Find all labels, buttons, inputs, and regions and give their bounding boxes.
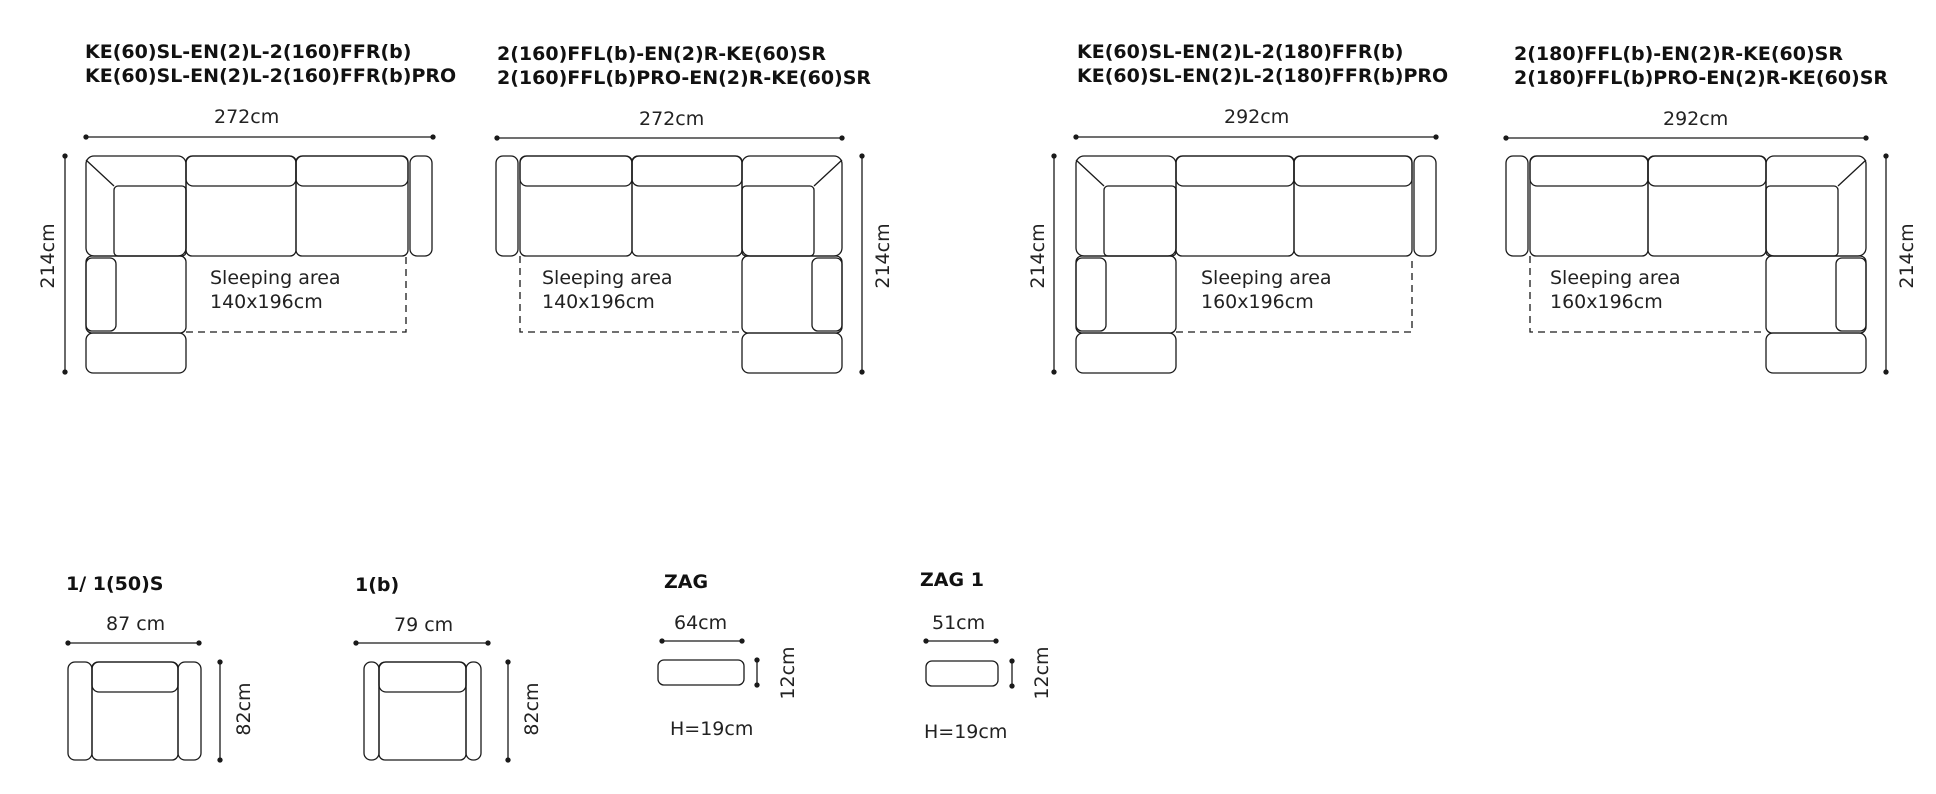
module-3-depth-label: 12cm xyxy=(777,646,799,700)
config-2-width-label: 272cm xyxy=(639,108,705,130)
config-1-depth-label: 214cm xyxy=(37,223,59,289)
config-1-drawing xyxy=(63,135,435,374)
module-2-width-label: 79 cm xyxy=(394,614,454,636)
config-2-title-2: 2(160)FFL(b)PRO-EN(2)R-KE(60)SR xyxy=(497,67,872,89)
config-4-sleep-label: Sleeping area xyxy=(1550,267,1681,289)
config-4-title-1: 2(180)FFL(b)-EN(2)R-KE(60)SR xyxy=(1514,43,1843,65)
config-1-width-label: 272cm xyxy=(214,106,280,128)
config-1-title-1: KE(60)SL-EN(2)L-2(160)FFR(b) xyxy=(85,41,412,63)
config-1-title-2: KE(60)SL-EN(2)L-2(160)FFR(b)PRO xyxy=(85,65,457,87)
module-2-title: 1(b) xyxy=(355,574,400,596)
module-3-title: ZAG xyxy=(664,571,709,593)
config-4-depth-label: 214cm xyxy=(1896,223,1918,289)
module-3-drawing xyxy=(658,639,759,687)
config-2-sleep-size: 140x196cm xyxy=(542,291,655,313)
config-1-sleep-label: Sleeping area xyxy=(210,267,341,289)
module-4-title: ZAG 1 xyxy=(920,569,984,591)
config-1-sleep-size: 140x196cm xyxy=(210,291,323,313)
config-3-sleep-label: Sleeping area xyxy=(1201,267,1332,289)
config-2-depth-label: 214cm xyxy=(872,223,894,289)
module-3-height-label: H=19cm xyxy=(670,718,754,740)
config-3-sleep-size: 160x196cm xyxy=(1201,291,1314,313)
module-4-depth-label: 12cm xyxy=(1031,646,1053,700)
config-3-title-2: KE(60)SL-EN(2)L-2(180)FFR(b)PRO xyxy=(1077,65,1449,87)
config-4-width-label: 292cm xyxy=(1663,108,1729,130)
config-4-sleep-size: 160x196cm xyxy=(1550,291,1663,313)
config-2-title-1: 2(160)FFL(b)-EN(2)R-KE(60)SR xyxy=(497,43,826,65)
config-2-drawing xyxy=(495,136,864,374)
module-3-width-label: 64cm xyxy=(674,612,728,634)
config-3-title-1: KE(60)SL-EN(2)L-2(180)FFR(b) xyxy=(1077,41,1404,63)
config-4-title-2: 2(180)FFL(b)PRO-EN(2)R-KE(60)SR xyxy=(1514,67,1889,89)
module-1-drawing xyxy=(66,641,222,762)
module-1-width-label: 87 cm xyxy=(106,613,166,635)
config-3-drawing xyxy=(1052,135,1438,374)
module-4-drawing xyxy=(924,639,1014,688)
config-4-drawing xyxy=(1504,136,1888,374)
config-3-depth-label: 214cm xyxy=(1027,223,1049,289)
module-1-depth-label: 82cm xyxy=(233,682,255,736)
module-1-title: 1/ 1(50)S xyxy=(66,573,164,595)
config-2-sleep-label: Sleeping area xyxy=(542,267,673,289)
module-4-width-label: 51cm xyxy=(932,612,986,634)
module-2-depth-label: 82cm xyxy=(521,682,543,736)
module-4-height-label: H=19cm xyxy=(924,721,1008,743)
config-3-width-label: 292cm xyxy=(1224,106,1290,128)
module-2-drawing xyxy=(354,641,510,762)
